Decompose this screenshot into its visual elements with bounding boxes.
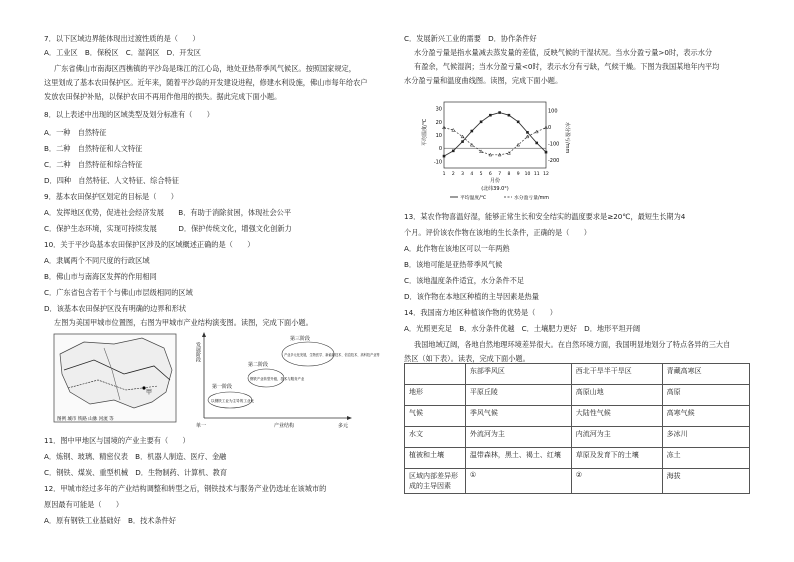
x-tick: 3 [461,172,464,177]
x-tick: 5 [479,172,483,177]
table-cell: 东部季风区 [465,364,571,385]
table-cell: 内流河为主 [571,427,662,448]
right-tick: 0 [548,124,552,131]
right-line-11: A．光照更充足 B．水分条件优越 C．土壤肥力更好 D．地形平坦开阔 [404,324,641,333]
table-cell: 季风气候 [465,406,571,427]
stage-x-start: 单一 [196,423,207,429]
temp-point [508,114,511,117]
right-line-0: C．发展新兴工业的需要 D．协作条件好 [404,34,537,43]
x-tick: 2 [451,172,455,177]
table-cell: 气候 [405,406,466,427]
table-row [405,406,750,427]
legend-temp: 平均温度/℃ [460,196,487,201]
table-header-row [405,364,750,385]
legend-water: 水分盈亏量/mm [514,196,549,201]
x-tick: 10 [524,172,531,177]
right-line-13: 然区（如下表）。读表，完成下面小题。 [404,354,530,363]
right-line-3: 水分盈亏量和温度曲线图。读图，完成下面小题。 [404,76,563,85]
x-tick: 7 [498,172,502,177]
stage1-box: 以钢铁工业为主导的工业化 [211,399,255,403]
left-line-21: C．钢铁、煤炭、重型机械 D．生物制药、计算机、教育 [44,468,228,477]
xlabel: 月份 [489,178,501,184]
left-line-2: 广东省佛山市南海区西樵镇的平沙岛是珠江的江心岛，地处亚热带季风气候区。按照国家规定， [54,64,356,73]
left-line-19: 11．图中甲地区与国境的产业主要有（ ） [44,436,190,445]
temp-point [461,140,464,143]
temp-point [452,150,455,153]
left-line-3: 这里划成了基本农田保护区。近年来，随着平沙岛的开发建设进程，修建水利设施，佛山市每年给农户 [44,78,368,87]
ylabel-right: 水分盈亏/mm [564,122,570,154]
stage2-box: 钢铁产业转型升级，技术与服务产业 [250,377,305,381]
left-line-16: C．广东省包含若干个与佛山市层级相同的区域 [44,288,193,297]
stage2-title: 第二阶段 [248,362,269,368]
left-line-0: 7．以下区域边界能体现出过渡性质的是（ ） [44,34,200,43]
left-line-7: B．二种 自然特征和人文特征 [44,144,143,153]
stage1-title: 第一阶段 [212,384,233,390]
table-cell [405,364,466,385]
temp-water-chart [420,96,570,201]
table-cell: 冻土 [662,448,749,469]
x-tick: 4 [470,172,474,177]
table-cell: 平原丘陵 [465,385,571,406]
ylabel-left: 平均温度/℃ [422,118,428,146]
table-cell: 青藏高寒区 [662,364,749,385]
left-line-20: A．炼钢、玻璃、精密仪表 B．机器人制造、医疗、金融 [44,452,227,461]
table-cell: ① [465,469,571,494]
right-line-9: D．该作物在本地区种植的主导因素是热量 [404,292,539,301]
table-row [405,469,750,494]
right-line-12: 我国地域辽阔，各地自然地理环境差异很大。在自然环境方面，我国明显地划分了特点各异的三大自 [414,340,731,349]
left-line-24: A．原有钢铁工业基础好 B．技术条件好 [44,516,177,525]
x-tick: 9 [516,172,520,177]
right-tick: 100 [548,108,558,115]
caption: (北纬39.0°) [481,186,509,192]
table-cell: 海拔 [662,469,749,494]
water-point [480,150,483,153]
right-line-4: 13．某农作物喜温好湿，能够正常生长和安全结实的温度要求是≥20℃，最短生长期为4 [404,212,686,221]
table-cell: 植被和土壤 [405,448,466,469]
temp-line [444,113,546,157]
right-line-8: C．该地温度条件适宜，水分条件不足 [404,276,525,285]
stage-x-end: 多元 [338,423,349,429]
stage-diagram [195,332,380,429]
right-line-7: B．该地可能是亚热带季风气候 [404,260,503,269]
temp-point [535,142,538,145]
temp-point [471,130,474,133]
table-row [405,427,750,448]
water-point [461,135,464,138]
x-tick: 8 [507,172,511,177]
table-cell: 外流河为主 [465,427,571,448]
x-tick: 1 [442,172,446,177]
stage-ylabel: 发展阶段 [195,342,201,362]
x-tick: 6 [488,172,492,177]
table-cell: 草原及发育下的土壤 [571,448,662,469]
left-line-6: A．一种 自然特征 [44,128,107,137]
left-line-22: 12．甲城市经过多年的产业结构调整和转型之后，钢铁技术与服务产业仍选址在该城市的 [44,484,327,493]
right-line-2: 有盈余，气候湿润；当水分盈亏量<0时，表示水分有亏缺，气候干燥。下图为我国某地年内平均 [414,62,720,71]
left-line-13: 10．关于平沙岛基本农田保护区涉及的区域概述正确的是（ ） [44,240,255,249]
table-cell: 高寒气候 [662,406,749,427]
city-label: 甲 [146,389,153,396]
table-cell: 水文 [405,427,466,448]
right-line-10: 14．我国南方地区种植该作物的优势是（ ） [404,308,557,317]
left-line-10: 9．基本农田保护区划定的目标是（ ） [44,192,178,201]
left-line-12: C．保护生态环境，实现可持续发展 D．保护传统文化，增强文化创新力 [44,224,292,233]
temp-point [443,155,446,158]
table-cell: 温带森林，黑土、褐土、红壤 [465,448,571,469]
us-map [54,334,176,422]
left-line-1: A．工业区 B．保税区 C．湿润区 D．开发区 [44,48,201,57]
left-tick: 20 [435,119,442,126]
right-tick: -200 [548,157,560,164]
left-line-11: A．发挥地区优势，促进社会经济发展 B．有助于消除贫困，体现社会公平 [44,208,292,217]
left-tick: 0 [438,146,442,153]
table-cell: 多冰川 [662,427,749,448]
right-line-5: 个月。评价该农作物在该地的生长条件，正确的是（ ） [404,228,591,237]
water-line [444,128,546,155]
x-tick: 11 [533,172,540,177]
left-line-23: 原因最有可能是（ ） [44,500,124,509]
stage3-box: 产业多元化发展，生物医学、新能源技术、信息技术、高科技产业等 [284,353,380,357]
temp-point [480,121,483,124]
left-figure [54,330,380,430]
table-cell: 西北干旱半干旱区 [571,364,662,385]
left-tick: -10 [433,159,442,166]
left-line-8: C．二种 自然特征和综合特征 [44,160,143,169]
table-cell: 区域内部差异形成的主导因素 [405,469,466,494]
right-tick: -100 [548,141,560,148]
left-tick: 10 [435,133,442,139]
table-cell: 高原 [662,385,749,406]
table-row [405,448,750,469]
right-line-1: 水分盈亏量是指水量减去蒸发量的差值，反映气候的干湿状况。当水分盈亏量>0时，表示水分 [414,48,713,57]
stage3-title: 第三阶段 [290,336,311,342]
temp-point [526,131,529,134]
table-cell: 大陆性气候 [571,406,662,427]
stage-xlabel: 产业结构 [274,423,295,429]
map-legend: 图例 城市 铁路 山脉 河流 等 [57,417,114,422]
left-line-5: 8．以上表述中出现的区域类型及划分标准有（ ） [44,110,214,119]
right-line-6: A．此作物在该地区可以一年两熟 [404,244,510,253]
table-cell: 地形 [405,385,466,406]
table-cell: ② [571,469,662,494]
natural-regions-table [404,363,750,494]
table-cell: 高原山地 [571,385,662,406]
temp-point [489,114,492,117]
left-line-17: D．该基本农田保护区没有明确的边界和形状 [44,304,187,313]
left-line-14: A．隶属两个不同尺度的行政区域 [44,256,150,265]
left-line-15: B．佛山市与南海区发挥的作用相同 [44,272,157,281]
table-row [405,385,750,406]
left-line-4: 发放农田保护补贴，以保护农田不再用作他用的损失。据此完成下面小题。 [44,92,282,101]
left-line-18: 左图为美国甲城市位置图，右图为甲城市产业结构演变图。读图，完成下面小题。 [54,318,313,327]
temp-point [517,121,520,124]
left-tick: 30 [435,106,442,113]
left-line-9: D．四种 自然特征、人文特征、综合特征 [44,176,179,185]
temp-point [545,151,548,154]
x-tick: 12 [543,172,549,177]
temp-point [498,111,501,114]
